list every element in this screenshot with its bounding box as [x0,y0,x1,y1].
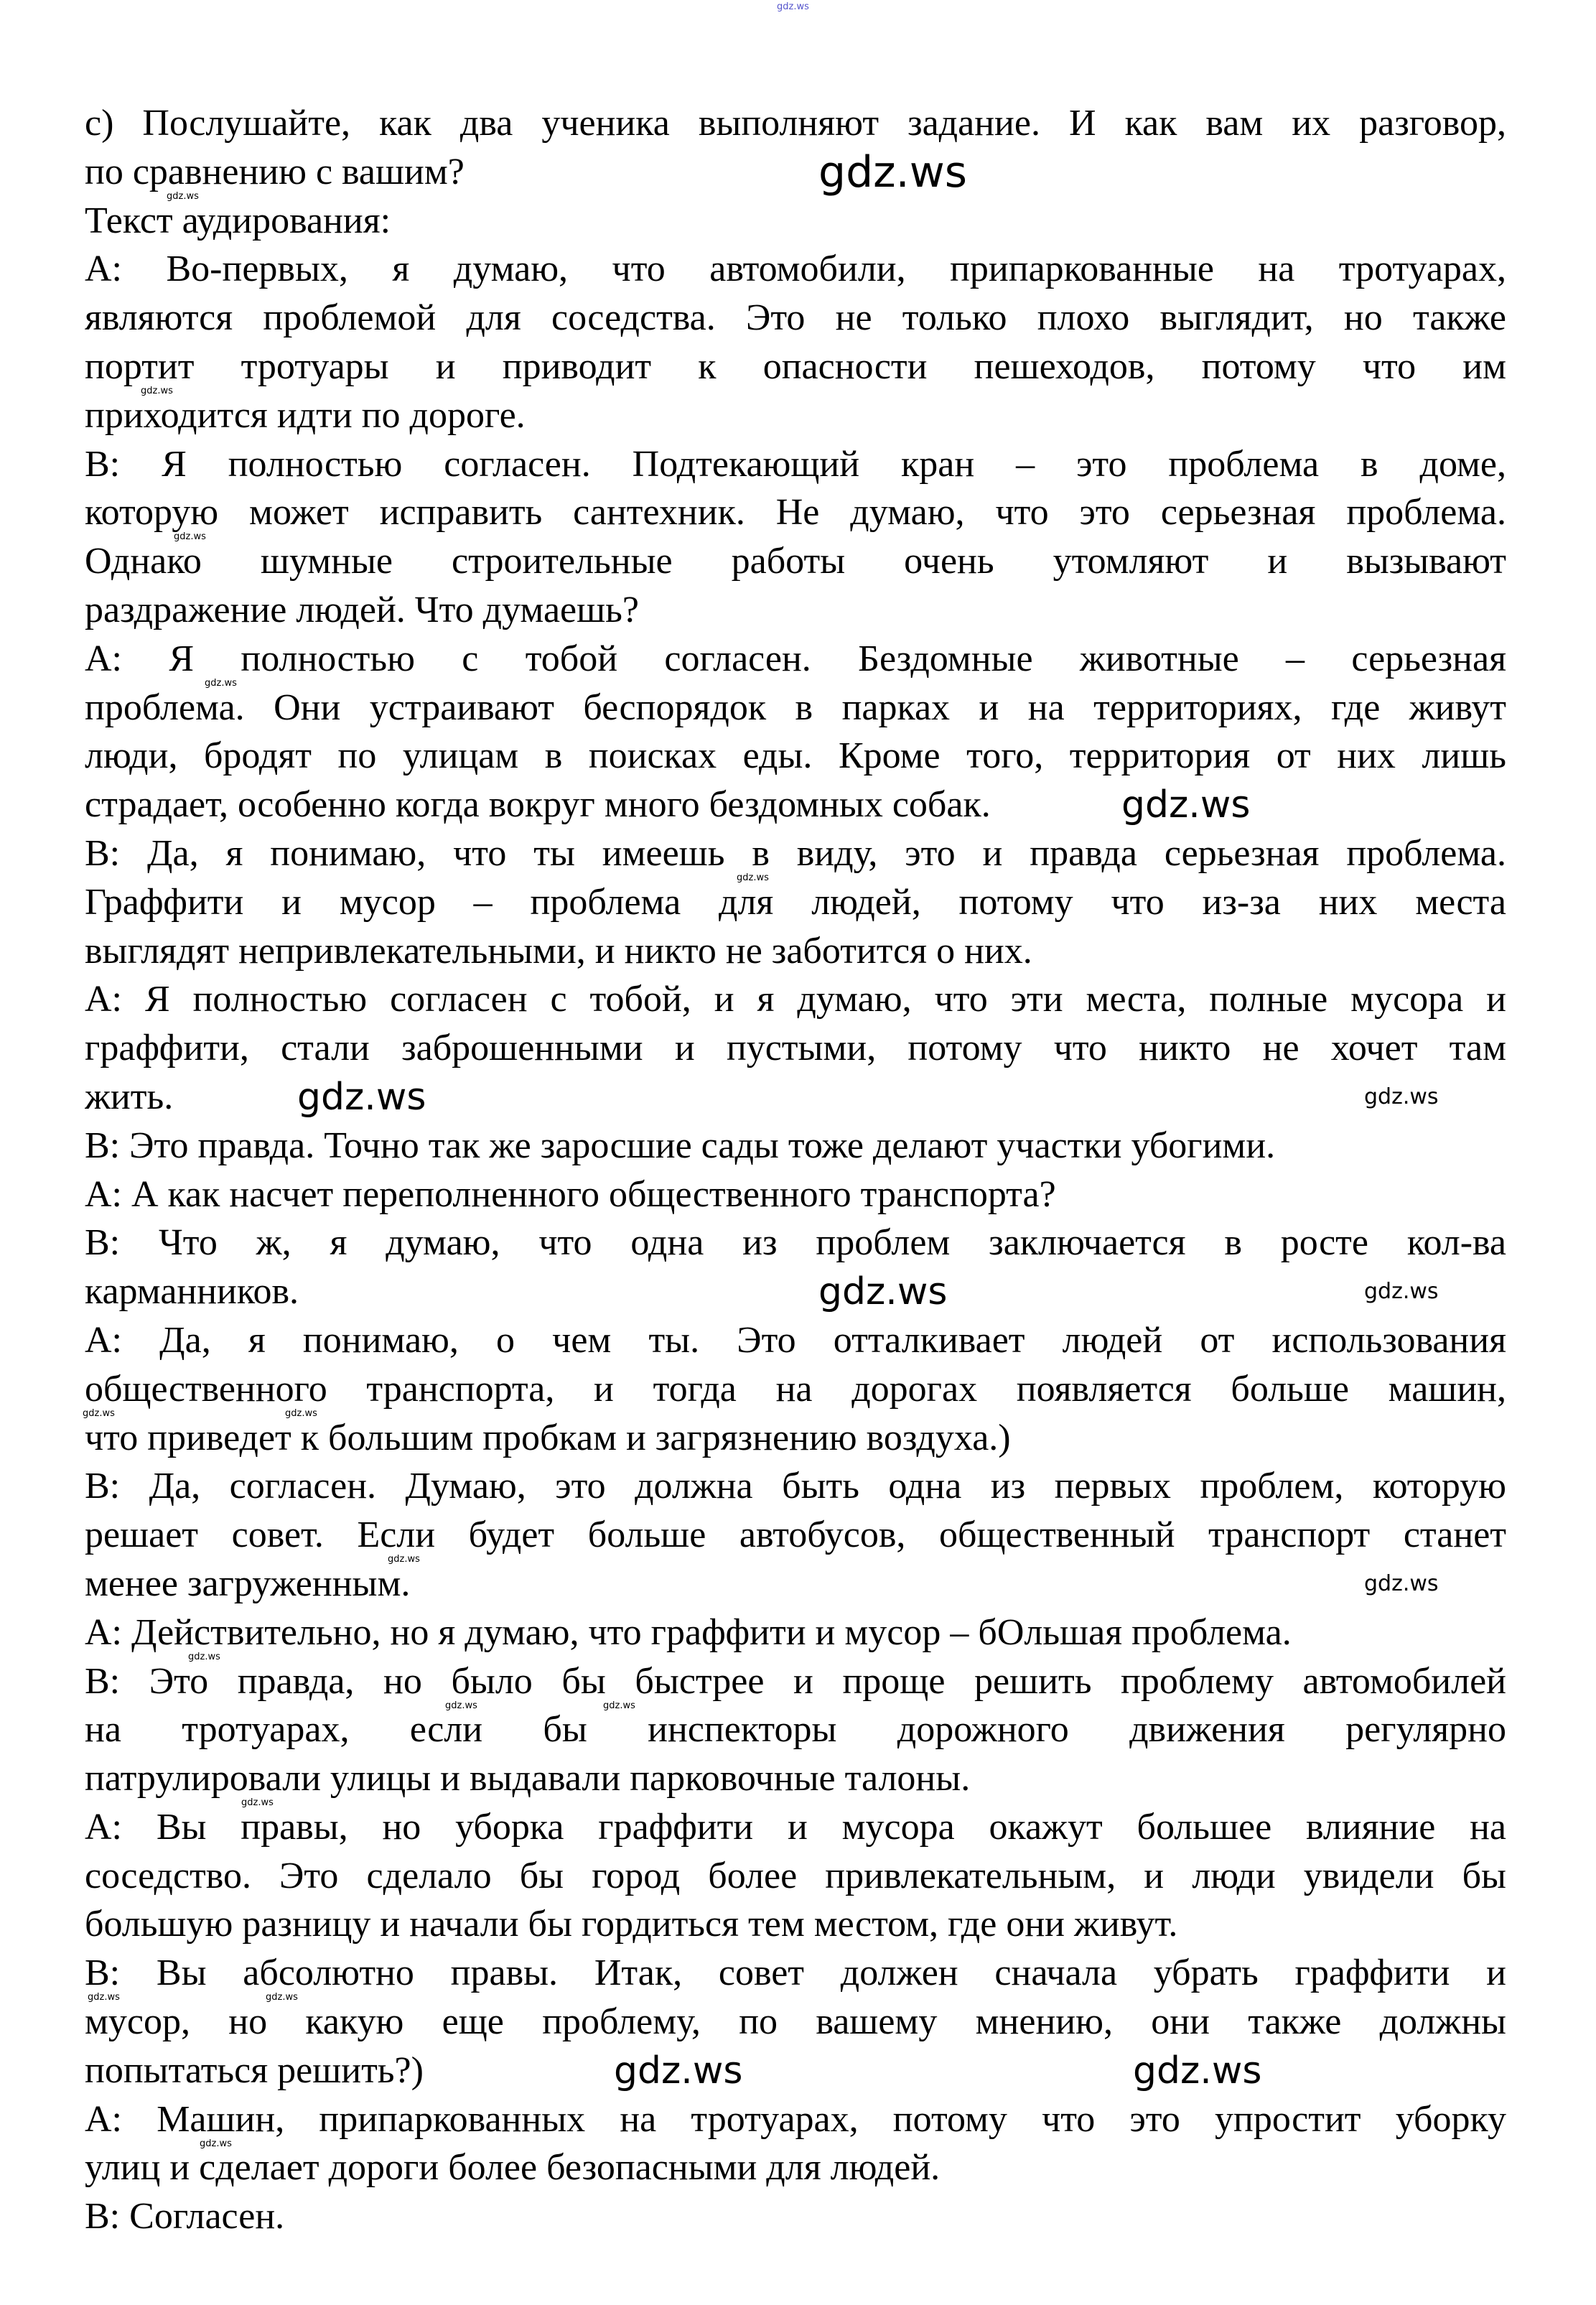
watermark: gdz.ws [1364,1279,1439,1305]
watermark: gdz.ws [388,1554,420,1565]
text-line: A: Вы правы, но уборка граффити и мусора окажут большее влияние на [85,1808,1506,1848]
text-line: приходится идти по дороге. [85,396,526,436]
text-line: патрулировали улицы и выдавали парковочные талоны. [85,1760,971,1799]
text-line: A: Действительно, но я думаю, что граффити и мусор – бОльшая проблема. [85,1614,1292,1653]
text-line: Граффити и мусор – проблема для людей, потому что из-за них места [85,883,1506,923]
header-watermark: gdz.ws [777,1,809,12]
text-line: A: Машин, припаркованных на тротуарах, потому что это упростит уборку [85,2100,1506,2140]
text-line: A: Да, я понимаю, о чем ты. Это отталкивает людей от использования [85,1321,1506,1361]
text-line: A: А как насчет переполненного общественного транспорта? [85,1175,1056,1215]
watermark: gdz.ws [167,190,199,202]
text-line: A: Во-первых, я думаю, что автомобили, припаркованные на тротуарах, [85,251,1506,290]
watermark: gdz.ws [445,1700,477,1711]
text-line: жить. [85,1078,174,1117]
watermark: gdz.ws [141,386,173,396]
text-line: B: Что ж, я думаю, что одна из проблем заключается в росте кол-ва [85,1224,1506,1264]
document-body [85,105,1506,2247]
text-line: A: Я полностью с тобой согласен. Бездомные животные – серьезная [85,640,1506,679]
text-line: что приведет к большим пробкам и загрязнению воздуха.) [85,1419,1011,1458]
text-line: страдает, особенно когда вокруг много бездомных собак. [85,786,991,826]
text-line: раздражение людей. Что думаешь? [85,591,639,630]
text-line: граффити, стали заброшенными и пустыми, потому что никто не хочет там [85,1030,1506,1069]
text-line: B: Это правда. Точно так же заросшие сады тоже делают участки убогими. [85,1127,1276,1166]
text-line: B: Согласен. [85,2198,285,2238]
text-line: являются проблемой для соседства. Это не только плохо выглядит, но также [85,299,1506,339]
watermark: gdz.ws [174,531,206,543]
text-line: B: Вы абсолютно правы. Итак, совет должен сначала убрать граффити и [85,1955,1506,1994]
text-line: Текст аудирования: [85,202,391,241]
text-line: соседство. Это сделало бы город более привлекательным, и люди увидели бы [85,1857,1506,1896]
watermark: gdz.ws [200,2138,232,2149]
watermark: gdz.ws [737,872,769,883]
text-line: большую разницу и начали бы гордиться тем местом, где они живут. [85,1906,1178,1945]
text-line: которую может исправить сантехник. Не думаю, что это серьезная проблема. [85,494,1506,534]
text-line: B: Да, я понимаю, что ты имеешь в виду, это и правда серьезная проблема. [85,834,1506,874]
text-line: попытаться решить?) [85,2052,424,2091]
text-line: проблема. Они устраивают беспорядок в парках и на территориях, где живут [85,689,1506,728]
text-line: B: Это правда, но было бы быстрее и проще решить проблему автомобилей [85,1662,1506,1702]
watermark: gdz.ws [241,1797,274,1809]
text-line: мусор, но какую еще проблему, по вашему мнению, они также должны [85,2003,1506,2043]
text-line: карманников. [85,1273,299,1313]
watermark: gdz.ws [205,677,237,689]
watermark: gdz.ws [1364,1571,1439,1596]
text-line: выглядят непривлекательными, и никто не заботится о них. [85,932,1032,972]
text-line: улиц и сделает дороги более безопасными для людей. [85,2149,941,2189]
text-line: Однако шумные строительные работы очень утомляют и вызывают [85,543,1506,582]
watermark: gdz.ws [88,1992,120,2003]
text-line: менее загруженным. [85,1565,411,1604]
text-line: B: Я полностью согласен. Подтекающий кран – это проблема в доме, [85,445,1506,485]
text-line: A: Я полностью согласен с тобой, и я думаю, что эти места, полные мусора и [85,981,1506,1020]
watermark: gdz.ws [1133,2049,1262,2092]
watermark: gdz.ws [1364,1084,1439,1109]
watermark: gdz.ws [266,1992,298,2003]
watermark: gdz.ws [1121,783,1251,827]
watermark: gdz.ws [818,146,968,197]
text-line: c) Послушайте, как два ученика выполняют задание. И как вам их разговор, [85,105,1506,144]
text-line: по сравнению с вашим? [85,153,465,192]
text-line: B: Да, согласен. Думаю, это должна быть одна из первых проблем, которую [85,1468,1506,1507]
text-line: решает совет. Если будет больше автобусов, общественный транспорт станет [85,1517,1506,1556]
watermark: gdz.ws [614,2049,743,2092]
watermark: gdz.ws [188,1651,220,1662]
text-line: общественного транспорта, и тогда на дорогах появляется больше машин, [85,1370,1506,1410]
text-line: на тротуарах, если бы инспекторы дорожного движения регулярно [85,1711,1506,1751]
watermark: gdz.ws [818,1270,948,1314]
watermark: gdz.ws [83,1407,115,1419]
watermark: gdz.ws [297,1076,426,1119]
watermark: gdz.ws [603,1700,635,1711]
text-line: портит тротуары и приводит к опасности пешеходов, потому что им [85,348,1506,387]
watermark: gdz.ws [285,1407,317,1419]
text-line: люди, бродят по улицам в поисках еды. Кроме того, территория от них лишь [85,737,1506,777]
